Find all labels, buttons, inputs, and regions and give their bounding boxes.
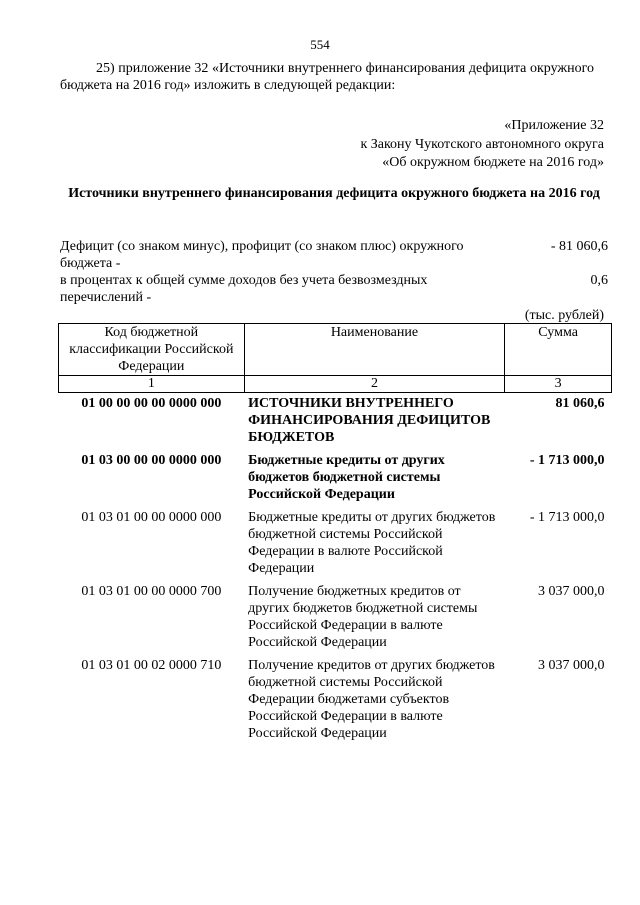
- row-code: 01 03 01 00 00 0000 700: [81, 584, 222, 599]
- appendix-heading: [360, 117, 604, 173]
- document-title: Источники внутреннего финансирования дефицита окружного бюджета на 2016 год: [68, 186, 600, 201]
- budget-sources-table: [58, 323, 612, 746]
- row-code: 01 00 00 00 00 0000 000: [81, 396, 222, 411]
- summary-percent-value: 0,6: [590, 273, 608, 288]
- row-sum: - 1 713 000,0: [529, 453, 605, 468]
- column-number-2: 2: [244, 376, 505, 393]
- appendix-line-2: к Закону Чукотского автономного округа: [360, 136, 604, 152]
- row-sum: 3 037 000,0: [538, 584, 605, 599]
- table-row: [59, 393, 612, 451]
- summary-percent-label: в процентах к общей сумме доходов без учета безвозмездных перечислений -: [60, 273, 428, 305]
- table-row: [59, 581, 612, 655]
- column-number-1: 1: [59, 376, 245, 393]
- units-note: (тыс. рублей): [524, 308, 604, 323]
- header-code: Код бюджетной классификации Российской Федерации: [59, 324, 245, 376]
- row-code: 01 03 00 00 00 0000 000: [81, 453, 222, 468]
- row-name: Получение кредитов от других бюджетов бюджетной системы Российской Федерации бюджетами субъектов Российской Федерации в валюте Российской Федерации: [248, 658, 495, 741]
- row-name: Бюджетные кредиты от других бюджетов бюджетной системы Российской Федерации в валюте Российской Федерации: [248, 510, 496, 576]
- header-name: Наименование: [244, 324, 505, 376]
- row-code: 01 03 01 00 00 0000 000: [81, 510, 222, 525]
- row-name: Получение бюджетных кредитов от других бюджетов бюджетной системы Российской Федерации в валюте Российской Федерации: [248, 584, 478, 650]
- row-name: ИСТОЧНИКИ ВНУТРЕННЕГО ФИНАНСИРОВАНИЯ ДЕФИЦИТОВ БЮДЖЕТОВ: [248, 396, 491, 445]
- table-row: [59, 507, 612, 581]
- intro-paragraph: 25) приложение 32 «Источники внутреннего финансирования дефицита окружного бюджета на 2016 год» изложить в следующей редакции:: [60, 61, 594, 93]
- row-sum: - 1 713 000,0: [529, 510, 605, 525]
- table-row: [59, 450, 612, 507]
- summary-deficit-label: Дефицит (со знаком минус), профицит (со знаком плюс) окружного бюджета -: [60, 239, 464, 271]
- row-sum: 3 037 000,0: [538, 658, 605, 673]
- summary-deficit-value: - 81 060,6: [550, 239, 608, 254]
- summary-percent: [60, 272, 608, 306]
- table-column-numbers: [59, 376, 612, 393]
- appendix-line-1: «Приложение 32: [504, 118, 604, 133]
- header-sum: Сумма: [505, 324, 612, 376]
- page-number: 554: [310, 37, 330, 52]
- summary-deficit: [60, 238, 608, 272]
- table-header-row: [59, 324, 612, 376]
- column-number-3: 3: [505, 376, 612, 393]
- row-code: 01 03 01 00 02 0000 710: [81, 658, 222, 673]
- appendix-line-3: «Об окружном бюджете на 2016 год»: [382, 155, 604, 170]
- table-row: [59, 655, 612, 746]
- row-name: Бюджетные кредиты от других бюджетов бюджетной системы Российской Федерации: [248, 453, 445, 502]
- row-sum: 81 060,6: [555, 396, 605, 411]
